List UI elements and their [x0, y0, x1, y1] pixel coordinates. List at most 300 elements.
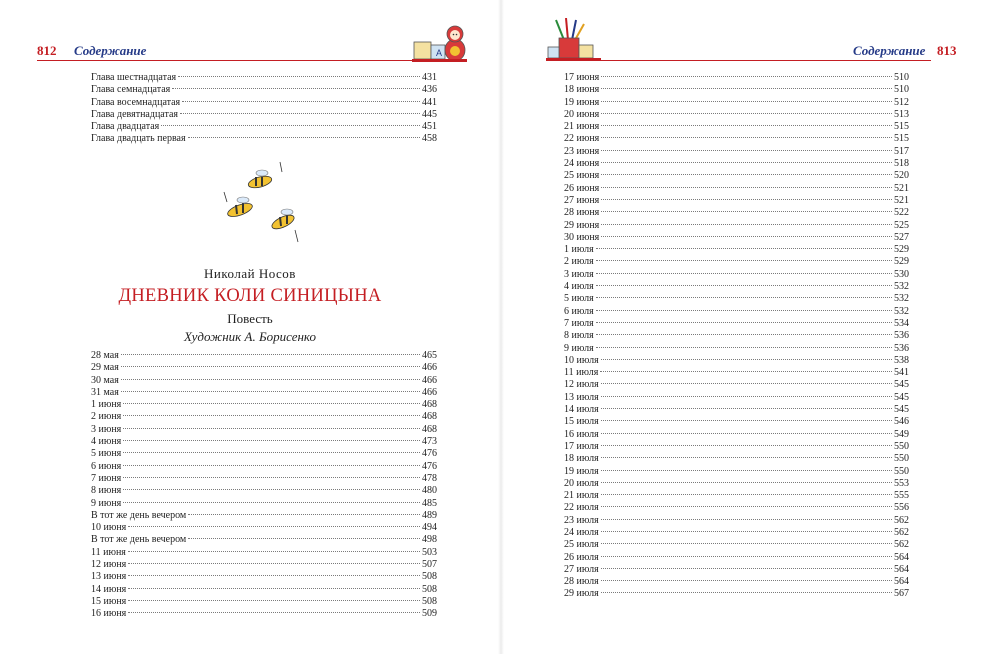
toc-entry-page: 510 [894, 84, 909, 96]
toc-entry-page: 468 [422, 423, 437, 435]
toc-entry-label: 3 июня [91, 423, 122, 435]
toc-entry-label: 28 июля [564, 576, 599, 588]
dot-leader [596, 334, 892, 335]
toc-entry-label: 29 мая [91, 362, 119, 374]
right-page [501, 0, 1001, 654]
toc-entry-page: 473 [422, 436, 437, 448]
dot-leader [596, 260, 892, 261]
toc-entry [564, 109, 909, 121]
dot-leader [172, 88, 420, 89]
toc-entry-page: 564 [894, 551, 909, 563]
toc-entry-page: 451 [422, 121, 437, 133]
toc-entry-label: 1 июня [91, 399, 122, 411]
toc-entry [564, 343, 909, 355]
dot-leader [601, 187, 892, 188]
dot-leader [596, 297, 892, 298]
toc-entry-label: 2 июня [91, 411, 122, 423]
toc-entry-label: 29 июня [564, 219, 600, 231]
dot-leader [180, 113, 420, 114]
toc-entry-label: 1 июля [564, 244, 594, 256]
toc-list-story [91, 350, 437, 621]
toc-entry-label: 15 июля [564, 416, 599, 428]
toc-entry-page: 515 [894, 121, 909, 133]
toc-entry-label: 6 июня [91, 460, 122, 472]
toc-entry [91, 498, 437, 510]
toc-entry-page: 564 [894, 563, 909, 575]
toc-entry [91, 547, 437, 559]
toc-entry-label: 20 июля [564, 477, 599, 489]
dot-leader [596, 273, 892, 274]
toc-entry-label: 4 июля [564, 281, 594, 293]
toc-entry-label: 3 июля [564, 268, 594, 280]
toc-entry-label: Глава шестнадцатая [91, 72, 177, 83]
matryoshka-blocks-icon [412, 20, 467, 64]
dot-leader [601, 433, 892, 434]
dot-leader [601, 556, 892, 557]
toc-entry [564, 269, 909, 281]
toc-entry-page: 562 [894, 514, 909, 526]
toc-entry [564, 158, 909, 170]
dot-leader [601, 543, 892, 544]
toc-entry-label: 7 июня [91, 472, 122, 484]
dot-leader [601, 174, 892, 175]
toc-entry [91, 84, 437, 96]
toc-entry [564, 564, 909, 576]
toc-entry-label: 17 июля [564, 440, 599, 452]
toc-entry-label: 5 июля [564, 293, 594, 305]
toc-entry-page: 550 [894, 465, 909, 477]
toc-entry-page: 489 [422, 509, 437, 521]
toc-entry [564, 441, 909, 453]
dot-leader [601, 445, 892, 446]
toc-entry-page: 555 [894, 490, 909, 502]
toc-entry [564, 256, 909, 268]
dot-leader [123, 477, 420, 478]
dot-leader [123, 465, 420, 466]
toc-entry-page: 545 [894, 391, 909, 403]
toc-entry-page: 520 [894, 170, 909, 182]
toc-entry [564, 502, 909, 514]
dot-leader [596, 285, 892, 286]
pencil-cup-blocks-icon [546, 18, 601, 64]
toc-entry [91, 522, 437, 534]
toc-entry [91, 399, 437, 411]
toc-entry-page: 534 [894, 317, 909, 329]
dot-leader [128, 575, 420, 576]
toc-entry-label: 5 июня [91, 448, 122, 460]
toc-entry [91, 109, 437, 121]
dot-leader [161, 125, 420, 126]
header-rule [37, 60, 412, 61]
toc-entry [564, 330, 909, 342]
toc-entry-page: 480 [422, 485, 437, 497]
toc-entry [91, 559, 437, 571]
left-page [0, 0, 500, 654]
dot-leader [601, 101, 892, 102]
toc-entry [564, 281, 909, 293]
dot-leader [188, 137, 420, 138]
dot-leader [601, 519, 892, 520]
toc-entry-label: 26 июля [564, 551, 599, 563]
toc-entry [91, 133, 437, 145]
dot-leader [601, 224, 892, 225]
toc-entry-page: 445 [422, 108, 437, 120]
toc-entry-page: 518 [894, 158, 909, 170]
toc-entry-label: 12 июля [564, 379, 599, 391]
toc-entry [564, 478, 909, 490]
toc-entry-page: 529 [894, 244, 909, 256]
toc-list-top [91, 72, 437, 146]
toc-entry [564, 466, 909, 478]
toc-entry-page: 508 [422, 583, 437, 595]
toc-entry [91, 424, 437, 436]
toc-entry-page: 562 [894, 539, 909, 551]
toc-entry [564, 72, 909, 84]
toc-entry [564, 232, 909, 244]
toc-entry [564, 490, 909, 502]
bee [270, 209, 298, 242]
toc-entry [564, 306, 909, 318]
toc-entry-page: 494 [422, 522, 437, 534]
toc-entry [564, 552, 909, 564]
toc-entry-label: 27 июля [564, 563, 599, 575]
toc-entry-page: 529 [894, 256, 909, 268]
toc-entry-page: 468 [422, 399, 437, 411]
toc-entry [564, 121, 909, 133]
toc-entry [564, 133, 909, 145]
page-number: 812 [37, 43, 57, 58]
toc-entry [564, 146, 909, 158]
toc-entry-label: 23 июня [564, 145, 600, 157]
dot-leader [128, 563, 420, 564]
toc-entry-label: 30 июня [564, 231, 600, 243]
dot-leader [601, 420, 892, 421]
story-illustrator: Художник А. Борисенко [183, 329, 317, 344]
toc-entry-label: 19 июня [564, 96, 600, 108]
toc-entry-label: 15 июня [91, 595, 127, 607]
toc-entry [91, 473, 437, 485]
toc-entry-page: 567 [894, 588, 909, 600]
toc-entry-label: 22 июня [564, 133, 600, 145]
dot-leader [123, 415, 420, 416]
toc-entry-page: 466 [422, 374, 437, 386]
toc-entry-page: 517 [894, 145, 909, 157]
toc-entry-label: 13 июня [91, 571, 127, 583]
toc-entry-label: В тот же день вечером [91, 534, 187, 546]
toc-entry [564, 453, 909, 465]
toc-entry-label: 25 июня [564, 170, 600, 182]
toc-entry-page: 521 [894, 182, 909, 194]
dot-leader [601, 531, 892, 532]
toc-entry-page: 436 [422, 84, 437, 96]
toc-entry [564, 416, 909, 428]
toc-entry-label: 17 июня [564, 72, 600, 83]
toc-entry-page: 515 [894, 133, 909, 145]
toc-list-right [564, 72, 909, 601]
toc-entry-page: 527 [894, 231, 909, 243]
toc-entry-page: 508 [422, 595, 437, 607]
dot-leader [601, 396, 892, 397]
toc-entry [91, 448, 437, 460]
toc-entry-page: 532 [894, 305, 909, 317]
toc-entry [564, 429, 909, 441]
toc-entry [564, 97, 909, 109]
toc-entry [91, 121, 437, 133]
toc-entry-page: 510 [894, 72, 909, 83]
story-author: Николай Носов [204, 266, 296, 281]
toc-entry [91, 411, 437, 423]
toc-entry-label: Глава двадцать первая [91, 133, 186, 145]
toc-entry [91, 97, 437, 109]
toc-entry-label: 12 июня [91, 559, 127, 571]
toc-entry [91, 362, 437, 374]
dot-leader [128, 612, 420, 613]
bees-illustration [215, 160, 315, 246]
dot-leader [601, 580, 892, 581]
dot-leader [596, 322, 892, 323]
toc-entry-page: 550 [894, 453, 909, 465]
dot-leader [601, 162, 892, 163]
dot-leader [596, 248, 892, 249]
toc-entry-page: 478 [422, 472, 437, 484]
toc-entry [91, 436, 437, 448]
toc-entry [564, 207, 909, 219]
toc-entry-page: 476 [422, 460, 437, 472]
dot-leader [121, 379, 420, 380]
toc-entry-page: 562 [894, 526, 909, 538]
toc-entry [564, 392, 909, 404]
toc-entry-label: 6 июля [564, 305, 594, 317]
toc-entry-page: 512 [894, 96, 909, 108]
toc-entry-label: 7 июля [564, 317, 594, 329]
toc-entry [564, 527, 909, 539]
toc-entry-page: 525 [894, 219, 909, 231]
dot-leader [182, 101, 420, 102]
dot-leader [121, 354, 420, 355]
toc-entry [91, 72, 437, 84]
toc-entry-page: 468 [422, 411, 437, 423]
toc-entry-label: Глава восемнадцатая [91, 96, 181, 108]
toc-entry [564, 404, 909, 416]
toc-entry-label: 22 июля [564, 502, 599, 514]
toc-entry-label: 27 июня [564, 194, 600, 206]
dot-leader [596, 347, 892, 348]
dot-leader [601, 592, 892, 593]
toc-entry [564, 576, 909, 588]
dot-leader [123, 428, 420, 429]
toc-entry-page: 466 [422, 362, 437, 374]
toc-entry-page: 522 [894, 207, 909, 219]
toc-entry [91, 510, 437, 522]
toc-entry-page: 508 [422, 571, 437, 583]
dot-leader [601, 236, 892, 237]
dot-leader [123, 489, 420, 490]
svg-text:A: A [436, 48, 443, 58]
story-genre: Повесть [227, 311, 273, 326]
toc-entry [91, 485, 437, 497]
dot-leader [123, 452, 420, 453]
toc-entry-label: 14 июня [91, 583, 127, 595]
toc-entry-page: 498 [422, 534, 437, 546]
toc-entry [564, 84, 909, 96]
toc-entry-page: 536 [894, 330, 909, 342]
dot-leader [601, 482, 892, 483]
toc-entry-label: 4 июня [91, 436, 122, 448]
running-head: Содержание [74, 43, 147, 58]
dot-leader [601, 88, 892, 89]
toc-entry-label: 10 июня [91, 522, 127, 534]
toc-entry [564, 539, 909, 551]
dot-leader [601, 383, 892, 384]
toc-entry-label: 21 июля [564, 490, 599, 502]
toc-entry-label: В тот же день вечером [91, 509, 187, 521]
toc-entry [91, 596, 437, 608]
toc-entry-page: 545 [894, 404, 909, 416]
toc-entry [91, 571, 437, 583]
dot-leader [121, 366, 420, 367]
toc-entry [91, 461, 437, 473]
toc-entry [564, 515, 909, 527]
toc-entry [91, 608, 437, 620]
dot-leader [601, 359, 892, 360]
toc-entry-page: 485 [422, 497, 437, 509]
toc-entry-label: 16 июня [91, 608, 127, 620]
dot-leader [121, 391, 420, 392]
toc-entry-page: 541 [894, 367, 909, 379]
toc-entry [564, 379, 909, 391]
dot-leader [601, 76, 892, 77]
toc-entry-label: 20 июня [564, 108, 600, 120]
toc-entry-label: 8 июля [564, 330, 594, 342]
toc-entry-label: 16 июля [564, 428, 599, 440]
dot-leader [123, 502, 420, 503]
toc-entry-page: 476 [422, 448, 437, 460]
dot-leader [601, 568, 892, 569]
toc-entry [564, 588, 909, 600]
header-rule [601, 60, 931, 61]
dot-leader [601, 470, 892, 471]
toc-entry [564, 355, 909, 367]
toc-entry-label: 26 июня [564, 182, 600, 194]
toc-entry [564, 183, 909, 195]
toc-entry-label: 21 июня [564, 121, 600, 133]
toc-entry-label: 25 июля [564, 539, 599, 551]
dot-leader [601, 137, 892, 138]
toc-entry-label: 2 июля [564, 256, 594, 268]
toc-entry-page: 556 [894, 502, 909, 514]
toc-entry-page: 545 [894, 379, 909, 391]
dot-leader [188, 514, 420, 515]
bee [224, 192, 254, 219]
toc-entry-page: 466 [422, 386, 437, 398]
dot-leader [128, 526, 420, 527]
toc-entry [91, 584, 437, 596]
toc-entry-label: 18 июля [564, 453, 599, 465]
toc-entry-label: 23 июля [564, 514, 599, 526]
story-title: ДНЕВНИК КОЛИ СИНИЦЫНА [118, 286, 382, 306]
toc-entry-page: 538 [894, 354, 909, 366]
running-head: Содержание [853, 43, 926, 58]
toc-entry [91, 534, 437, 546]
toc-entry-label: Глава девятнадцатая [91, 108, 179, 120]
toc-entry-page: 536 [894, 342, 909, 354]
dot-leader [601, 408, 892, 409]
dot-leader [128, 551, 420, 552]
toc-entry-page: 465 [422, 350, 437, 361]
toc-entry-page: 431 [422, 72, 437, 83]
dot-leader [128, 600, 420, 601]
dot-leader [600, 371, 892, 372]
toc-entry [91, 375, 437, 387]
toc-entry [91, 350, 437, 362]
dot-leader [601, 457, 892, 458]
dot-leader [601, 199, 892, 200]
dot-leader [123, 403, 420, 404]
toc-entry [564, 244, 909, 256]
dot-leader [123, 440, 420, 441]
toc-entry-page: 532 [894, 293, 909, 305]
toc-entry [564, 195, 909, 207]
toc-entry-page: 532 [894, 281, 909, 293]
toc-entry-page: 503 [422, 546, 437, 558]
toc-entry-page: 513 [894, 108, 909, 120]
toc-entry-page: 441 [422, 96, 437, 108]
toc-entry-label: 11 июня [91, 546, 126, 558]
toc-entry-label: 28 июня [564, 207, 600, 219]
toc-entry-label: 8 июня [91, 485, 122, 497]
toc-entry-label: 19 июля [564, 465, 599, 477]
dot-leader [601, 150, 892, 151]
toc-entry-label: 9 июня [91, 497, 122, 509]
dot-leader [601, 506, 892, 507]
toc-entry-label: 9 июля [564, 342, 594, 354]
dot-leader [601, 113, 892, 114]
toc-entry-label: Глава семнадцатая [91, 84, 171, 96]
toc-entry-page: 550 [894, 440, 909, 452]
toc-entry-page: 549 [894, 428, 909, 440]
bee [247, 162, 282, 190]
toc-entry-label: Глава двадцатая [91, 121, 160, 133]
toc-entry-label: 30 мая [91, 374, 119, 386]
dot-leader [596, 310, 892, 311]
dot-leader [128, 588, 420, 589]
dot-leader [601, 125, 892, 126]
toc-entry-label: 24 июня [564, 158, 600, 170]
toc-entry-label: 29 июля [564, 588, 599, 600]
toc-entry-page: 507 [422, 559, 437, 571]
toc-entry [564, 318, 909, 330]
toc-entry-page: 530 [894, 268, 909, 280]
toc-entry [564, 367, 909, 379]
dot-leader [601, 494, 892, 495]
toc-entry-page: 553 [894, 477, 909, 489]
toc-entry-page: 458 [422, 133, 437, 145]
toc-entry-label: 18 июня [564, 84, 600, 96]
toc-entry-label: 10 июля [564, 354, 599, 366]
dot-leader [188, 538, 420, 539]
toc-entry-label: 28 мая [91, 350, 119, 361]
toc-entry-label: 11 июля [564, 367, 599, 379]
toc-entry-page: 509 [422, 608, 437, 620]
toc-entry [91, 387, 437, 399]
toc-entry [564, 220, 909, 232]
dot-leader [601, 211, 892, 212]
dot-leader [178, 76, 420, 77]
toc-entry-label: 13 июля [564, 391, 599, 403]
toc-entry-label: 24 июля [564, 526, 599, 538]
toc-entry-page: 564 [894, 576, 909, 588]
toc-entry-label: 14 июля [564, 404, 599, 416]
